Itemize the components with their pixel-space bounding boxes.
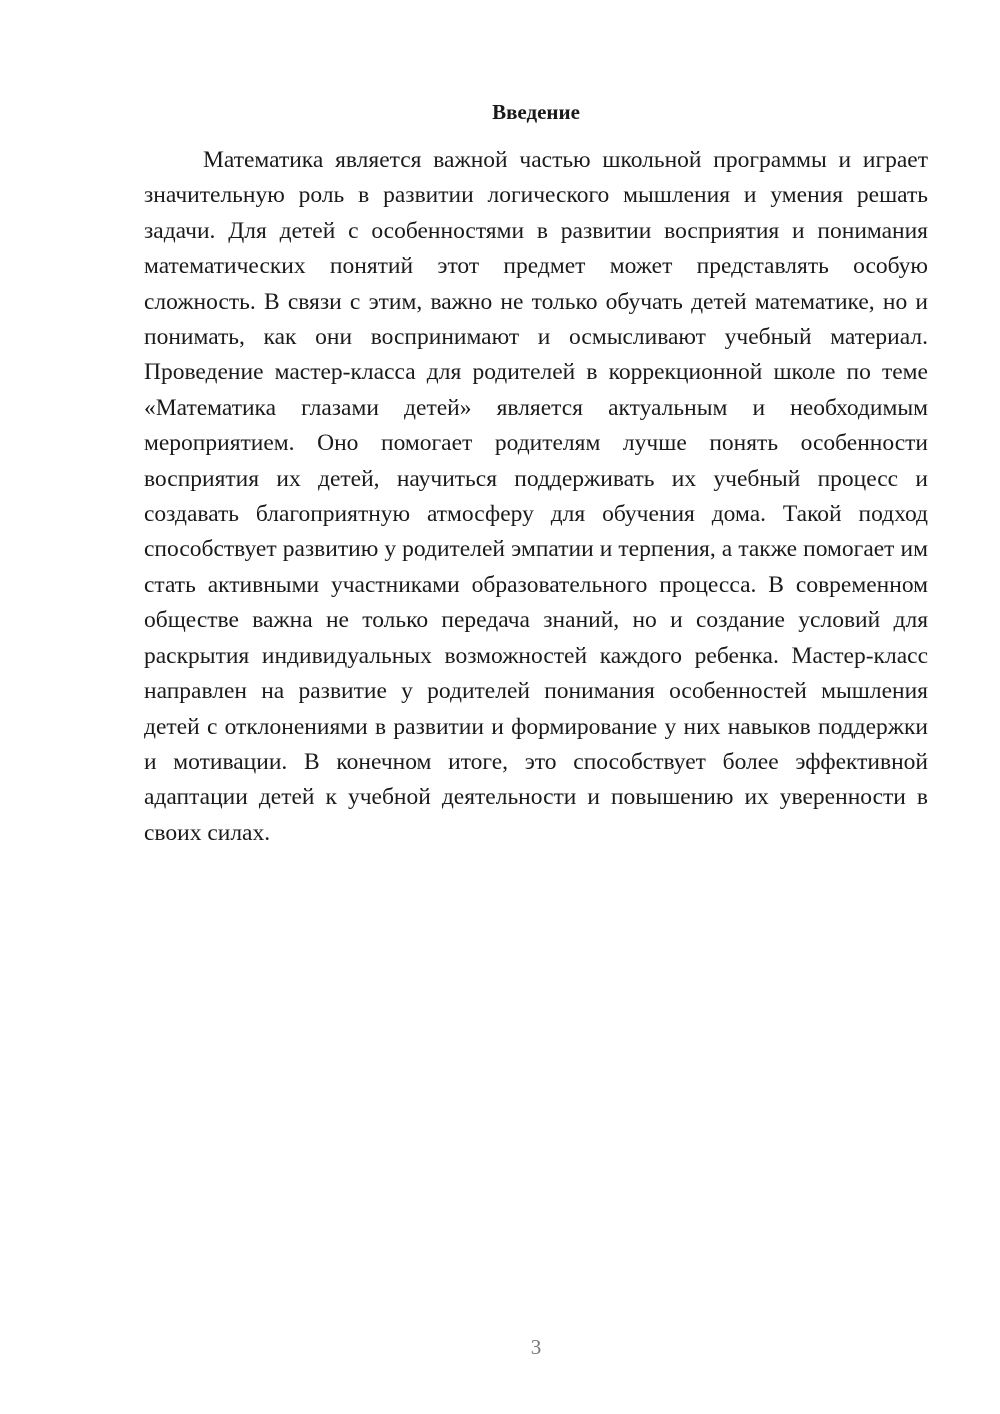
section-heading: Введение xyxy=(492,100,580,124)
page-number: 3 xyxy=(530,1335,542,1359)
body-paragraph: Математика является важной частью школьной программы и играет значительную роль в развитии логического мышления и умения решать задачи. Для детей с особенностями в развитии восприятия и понимания математических понятий этот предмет может представлять особую сложность. В связи с этим, важно не только обучать детей математике, но и понимать, как они воспринимают и осмысливают учебный материал. Проведение мастер-класса для родителей в коррекционной школе по теме «Математика глазами детей» является актуальным и необходимым мероприятием. Оно помогает родителям лучше понять особенности восприятия их детей, научиться поддерживать их учебный процесс и создавать благоприятную атмосферу для обучения дома. Такой подход способствует развитию у родителей эмпатии и терпения, а также помогает им стать активными участниками образовательного процесса. В современном обществе важна не только передача знаний, но и создание условий для раскрытия индивидуальных возможностей каждого ребенка. Мастер-класс направлен на развитие у родителей понимания особенностей мышления детей с отклонениями в развитии и формирование у них навыков поддержки и мотивации. В конечном итоге, это способствует более эффективной адаптации детей к учебной деятельности и повышению их уверенности в своих силах. xyxy=(144,147,928,846)
